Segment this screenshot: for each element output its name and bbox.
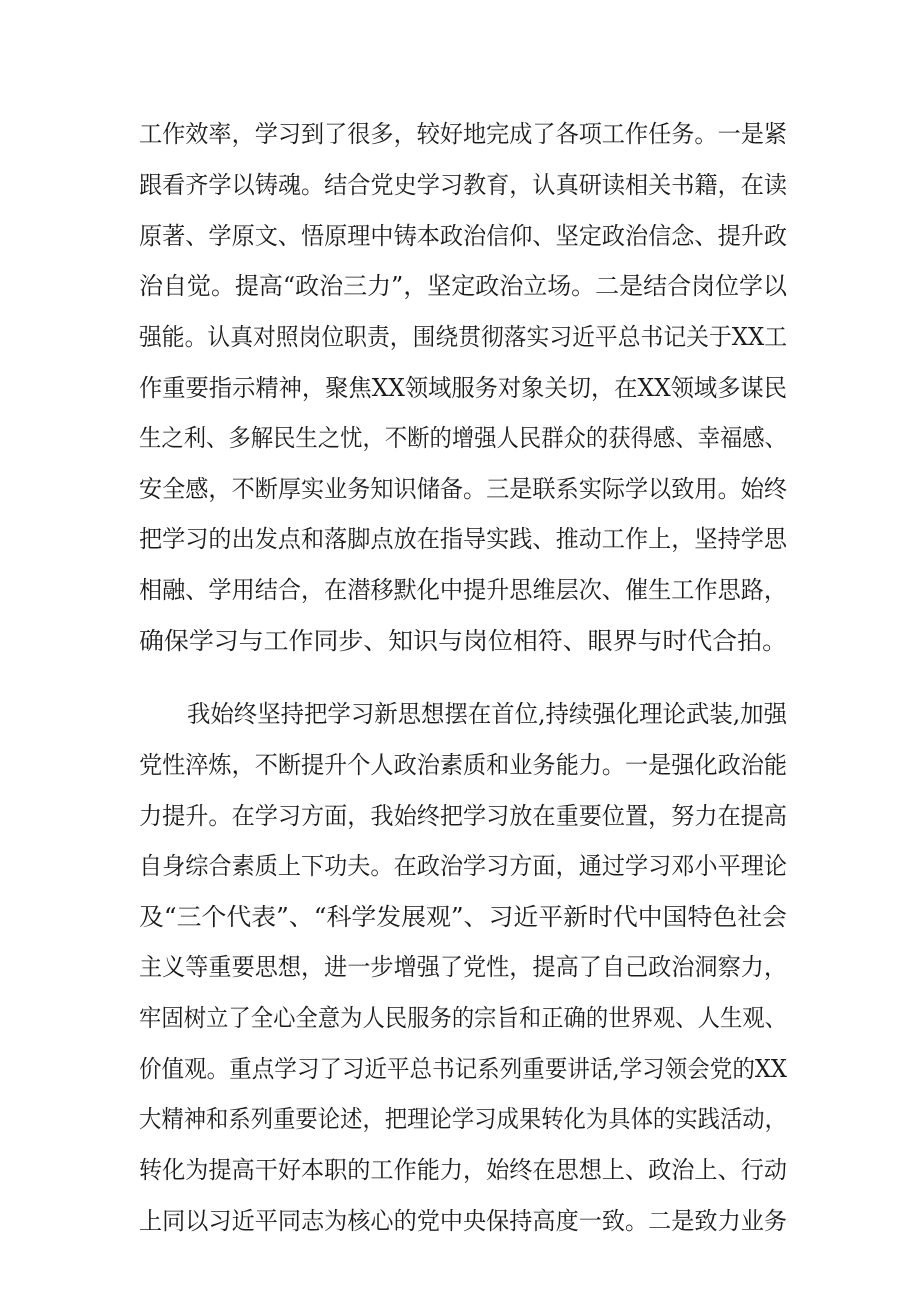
paragraph-1-line-10 [0, 570, 920, 610]
text-line: 主义等重要思想，进一步增强了党性，提高了自己政治洞察力， [139, 953, 787, 981]
paragraph-2-line-6 [0, 947, 920, 987]
text-line: 强能。认真对照岗位职责，围绕贯彻落实习近平总书记关于XX工 [139, 323, 787, 351]
paragraph-1-line-3 [0, 216, 920, 256]
text-line: 价值观。重点学习了习近平总书记系列重要讲话,学习领会党的XX [139, 1055, 787, 1083]
text-line: 自身综合素质上下功夫。在政治学习方面，通过学习邓小平理论 [139, 852, 787, 880]
paragraph-2-line-10 [0, 1150, 920, 1190]
paragraph-1-line-4 [0, 266, 920, 306]
paragraph-2-line-3 [0, 796, 920, 836]
text-line: 工作效率，学习到了很多，较好地完成了各项工作任务。一是紧 [139, 120, 787, 148]
text-line: 牢固树立了全心全意为人民服务的宗旨和正确的世界观、人生观、 [139, 1004, 787, 1032]
paragraph-2-line-8 [0, 1049, 920, 1089]
text-line: 作重要指示精神，聚焦XX领域服务对象关切，在XX领域多谋民 [139, 374, 787, 402]
paragraph-1-line-9 [0, 519, 920, 559]
text-line: 原著、学原文、悟原理中铸本政治信仰、坚定政治信念、提升政 [139, 222, 787, 250]
text-line: 确保学习与工作同步、知识与岗位相符、眼界与时代合拍。 [139, 627, 787, 655]
paragraph-2-line-11 [0, 1201, 920, 1241]
text-line: 生之利、多解民生之忧，不断的增强人民群众的获得感、幸福感、 [139, 424, 787, 452]
text-line: 安全感，不断厚实业务知识储备。三是联系实际学以致用。始终 [139, 475, 787, 503]
paragraph-2-line-7 [0, 998, 920, 1038]
paragraph-1-line-11 [0, 621, 920, 661]
paragraph-1-line-2 [0, 165, 920, 205]
text-line: 相融、学用结合，在潜移默化中提升思维层次、催生工作思路， [139, 576, 787, 604]
paragraph-2-line-5 [0, 897, 920, 937]
paragraph-1-line-6 [0, 368, 920, 408]
text-line: 转化为提高干好本职的工作能力，始终在思想上、政治上、行动 [139, 1156, 787, 1184]
text-line: 把学习的出发点和落脚点放在指导实践、推动工作上，坚持学思 [139, 525, 787, 553]
paragraph-2-line-2 [0, 745, 920, 785]
text-line: 我始终坚持把学习新思想摆在首位,持续强化理论武装,加强 [187, 700, 787, 728]
text-line: 大精神和系列重要论述，把理论学习成果转化为具体的实践活动， [139, 1105, 787, 1133]
text-line: 上同以习近平同志为核心的党中央保持高度一致。二是致力业务 [139, 1207, 787, 1235]
paragraph-1-line-5 [0, 317, 920, 357]
text-line: 跟看齐学以铸魂。结合党史学习教育，认真研读相关书籍，在读 [139, 171, 787, 199]
paragraph-2-line-4 [0, 846, 920, 886]
paragraph-1-line-7 [0, 418, 920, 458]
paragraph-1-line-8 [0, 469, 920, 509]
paragraph-1-line-1 [0, 114, 920, 154]
paragraph-2-line-9 [0, 1099, 920, 1139]
text-line: 党性淬炼，不断提升个人政治素质和业务能力。一是强化政治能 [139, 751, 787, 779]
text-line: 及“三个代表”、“科学发展观”、习近平新时代中国特色社会 [139, 903, 787, 931]
text-line: 力提升。在学习方面，我始终把学习放在重要位置，努力在提高 [139, 802, 787, 830]
text-line: 治自觉。提高“政治三力”，坚定政治立场。二是结合岗位学以 [139, 272, 787, 300]
paragraph-2-line-1 [0, 694, 920, 734]
